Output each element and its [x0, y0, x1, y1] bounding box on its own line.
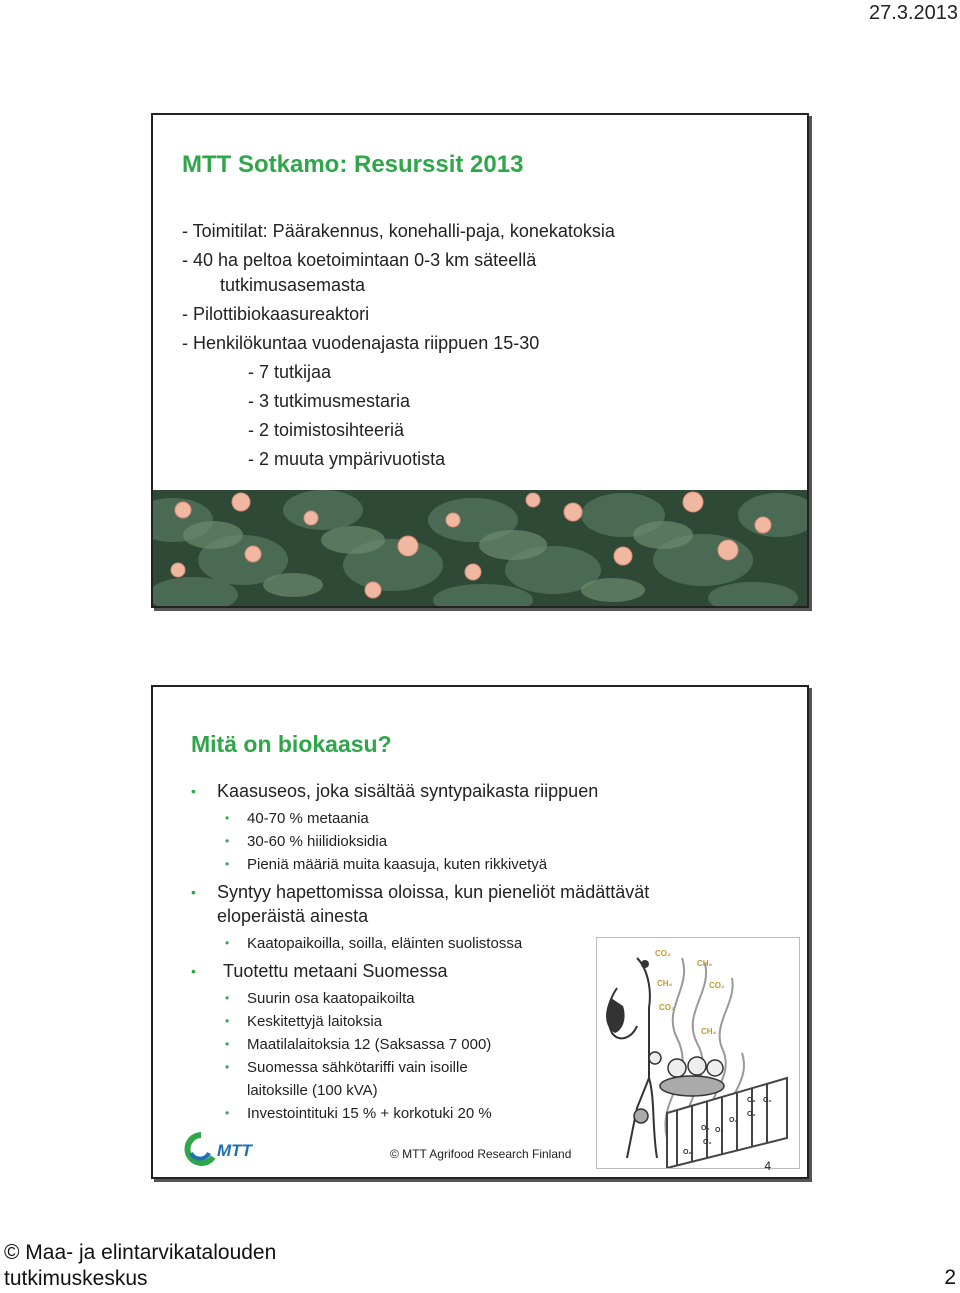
logo-text: MTT: [217, 1141, 252, 1160]
label-co2: CO₂: [659, 1003, 675, 1012]
resource-list: [182, 217, 615, 474]
label-co2: CO₂: [709, 981, 725, 990]
footer-line: © Maa- ja elintarvikatalouden: [4, 1241, 277, 1264]
slide-title: Mitä on biokaasu?: [191, 731, 392, 757]
slide-biogas: [151, 685, 809, 1179]
list-item: - 40 ha peltoa koetoimintaan 0-3 km säteellä: [182, 250, 537, 270]
sub-bullet: • Investointituki 15 % + korkotuki 20 %: [191, 1102, 711, 1125]
cloudberry-photo: [153, 490, 807, 606]
sub-bullet: • 30-60 % hiilidioksidia: [191, 830, 711, 853]
bullet-composition: • Kaasuseos, joka sisältää syntypaikasta riippuen: [191, 779, 711, 803]
biogas-cow-illustration: [596, 937, 800, 1169]
label-ch4: CH₄: [701, 1027, 717, 1036]
date-header: 27.3.2013: [869, 2, 958, 24]
slide-resources: [151, 113, 809, 608]
sub-bullet: • 40-70 % metaania: [191, 807, 711, 830]
label-o2: O₂: [729, 1117, 738, 1124]
label-ch4: CH₄: [657, 979, 673, 988]
bullet-origin: • Syntyy hapettomissa oloissa, kun pieneliöt mädättävät eloperäistä ainesta: [191, 880, 687, 928]
list-item: - 2 muuta ympärivuotista: [248, 449, 446, 469]
label-o2: O₂: [703, 1139, 712, 1146]
sub-bullet: • Suurin osa kaatopaikoilta: [191, 987, 711, 1010]
label-o2: O₂: [701, 1125, 710, 1132]
slide-title: MTT Sotkamo: Resurssit 2013: [182, 151, 524, 178]
label-co2: CO₂: [655, 949, 671, 958]
label-o2: O₂: [763, 1097, 772, 1104]
page-number: 2: [944, 1266, 956, 1289]
label-o2: O₂: [715, 1127, 724, 1134]
list-item: - 3 tutkimusmestaria: [248, 391, 411, 411]
label-ch4: CH₄: [697, 959, 713, 968]
list-item: - 7 tutkijaa: [248, 362, 332, 382]
list-item: - Pilottibiokaasureaktori: [182, 304, 370, 324]
bullet-finland: • Tuotettu metaani Suomessa: [191, 959, 711, 983]
sub-bullet: • Keskitettyjä laitoksia: [191, 1010, 711, 1033]
sub-bullet: • Suomessa sähkötariffi vain isoille laitoksille (100 kVA): [191, 1056, 527, 1102]
slide-number: 4: [764, 1159, 771, 1173]
slide-copyright: © MTT Agrifood Research Finland: [390, 1147, 572, 1161]
label-o2: O₂: [683, 1149, 692, 1156]
list-item: - 2 toimistosihteeriä: [248, 420, 405, 440]
footer-line: tutkimuskeskus: [4, 1267, 148, 1290]
sub-bullet: • Maatilalaitoksia 12 (Saksassa 7 000): [191, 1033, 711, 1056]
list-item: - Henkilökuntaa vuodenajasta riippuen 15-30: [182, 333, 540, 353]
label-o2: O₂: [747, 1111, 756, 1118]
list-item: tutkimusasemasta: [220, 275, 366, 295]
page-footer: [4, 1240, 276, 1292]
list-item: - Toimitilat: Päärakennus, konehalli-paja, konekatoksia: [182, 221, 615, 241]
mtt-logo: [183, 1131, 273, 1167]
label-o2: O₂: [747, 1097, 756, 1104]
sub-bullet: • Pieniä määriä muita kaasuja, kuten rikkivetyä: [191, 853, 711, 876]
sub-bullet: • Kaatopaikoilla, soilla, eläinten suolistossa: [191, 932, 711, 955]
